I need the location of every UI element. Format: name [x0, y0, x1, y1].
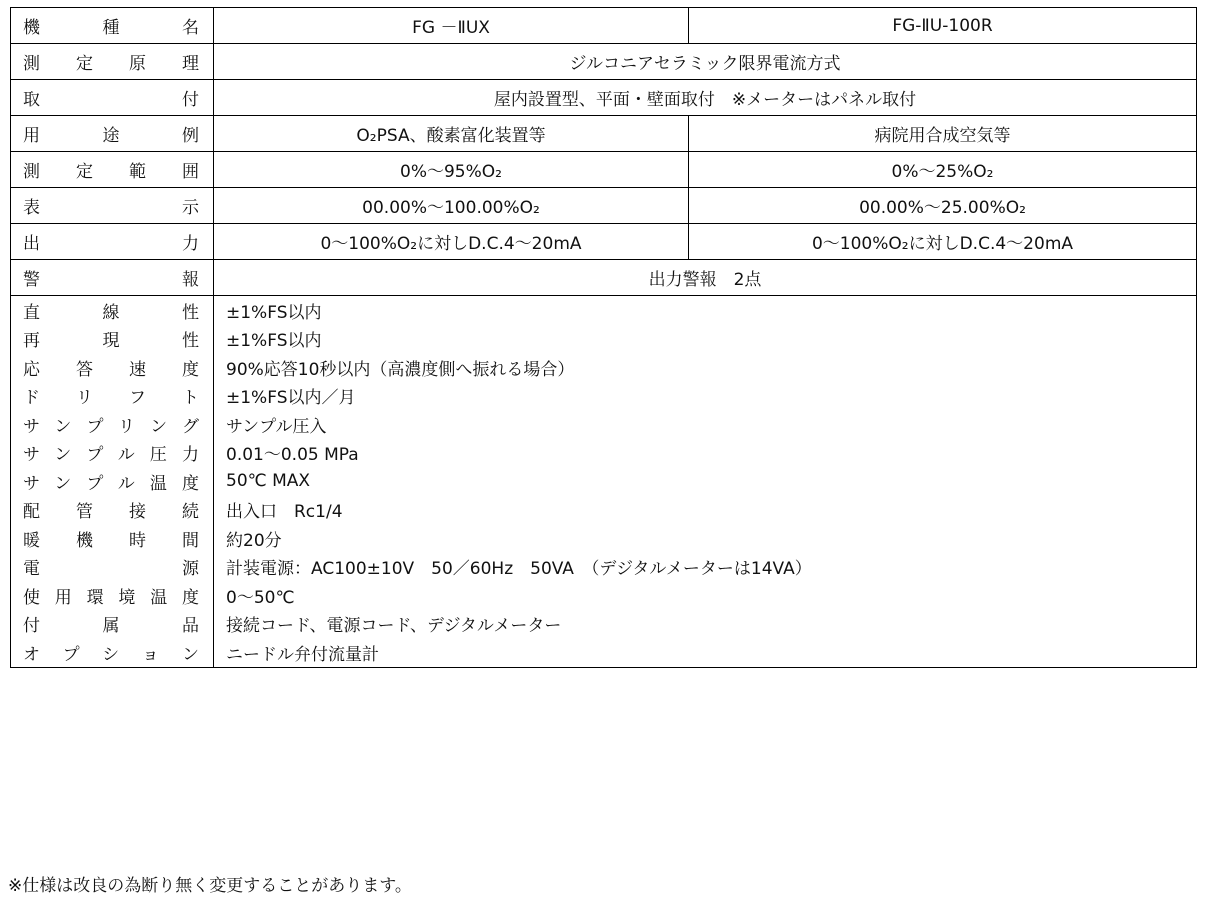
row-value: ジルコニアセラミック限界電流方式: [214, 44, 1197, 80]
row-value: ±1%FS以内: [214, 296, 1197, 325]
value-model-a: O₂PSA、酸素富化装置等: [214, 116, 689, 152]
row-value: 計装電源：AC100±10V 50／60Hz 50VA （デジタルメーターは14VA）: [214, 553, 1197, 582]
row-label: 出力: [11, 224, 214, 260]
row-label: 測定範囲: [11, 152, 214, 188]
model-b-name: FG-ⅡU-100R: [689, 8, 1197, 44]
row-label: サンプル圧力: [11, 439, 214, 468]
row-label: 配管接続: [11, 496, 214, 525]
row-value: 50℃ MAX: [214, 467, 1197, 496]
row-label: 暖機時間: [11, 524, 214, 553]
row-label: 取付: [11, 80, 214, 116]
row-value: 約20分: [214, 524, 1197, 553]
row-label: 警報: [11, 260, 214, 296]
model-a-name: FG －ⅡUX: [214, 8, 689, 44]
row-value: ニードル弁付流量計: [214, 638, 1197, 667]
row-value: 0.01～0.05 MPa: [214, 439, 1197, 468]
value-model-b: 0%～25%O₂: [689, 152, 1197, 188]
row-label: ドリフト: [11, 382, 214, 411]
row-label: 用途例: [11, 116, 214, 152]
value-model-a: 00.00%～100.00%O₂: [214, 188, 689, 224]
row-value: ±1%FS以内／月: [214, 382, 1197, 411]
row-value: 0～50℃: [214, 581, 1197, 610]
row-label: 表示: [11, 188, 214, 224]
row-sample-pressure: [11, 439, 1197, 468]
row-options: [11, 638, 1197, 667]
row-power: [11, 553, 1197, 582]
row-label: 電源: [11, 553, 214, 582]
row-repeatability: [11, 325, 1197, 354]
row-display: [11, 188, 1197, 224]
row-output: [11, 224, 1197, 260]
value-model-b: 0～100%O₂に対しD.C.4～20mA: [689, 224, 1197, 260]
row-accessories: [11, 610, 1197, 639]
row-value: サンプル圧入: [214, 410, 1197, 439]
row-value: 接続コード、電源コード、デジタルメーター: [214, 610, 1197, 639]
row-label: サンプル温度: [11, 467, 214, 496]
footnote: ※仕様は改良の為断り無く変更することがあります。: [8, 876, 412, 896]
row-label: 測定原理: [11, 44, 214, 80]
row-label: サンプリング: [11, 410, 214, 439]
row-linearity: [11, 296, 1197, 325]
row-principle: [11, 44, 1197, 80]
row-label: 機 種 名: [11, 8, 214, 44]
row-piping: [11, 496, 1197, 525]
row-sampling: [11, 410, 1197, 439]
row-value: 出入口 Rc1/4: [214, 496, 1197, 525]
row-range: [11, 152, 1197, 188]
row-label: 再現性: [11, 325, 214, 354]
row-model: [11, 8, 1197, 44]
row-label: 直線性: [11, 296, 214, 325]
row-application: [11, 116, 1197, 152]
row-sample-temperature: [11, 467, 1197, 496]
row-value: ±1%FS以内: [214, 325, 1197, 354]
row-label: 応答速度: [11, 353, 214, 382]
row-value: 出力警報 2点: [214, 260, 1197, 296]
spec-table: [10, 7, 1197, 668]
value-model-b: 00.00%～25.00%O₂: [689, 188, 1197, 224]
row-ambient-temperature: [11, 581, 1197, 610]
row-response: [11, 353, 1197, 382]
value-model-a: 0%～95%O₂: [214, 152, 689, 188]
row-mounting: [11, 80, 1197, 116]
row-label: 付属品: [11, 610, 214, 639]
row-value: 屋内設置型、平面・壁面取付 ※メーターはパネル取付: [214, 80, 1197, 116]
row-label: オプション: [11, 638, 214, 667]
row-warmup: [11, 524, 1197, 553]
value-model-a: 0～100%O₂に対しD.C.4～20mA: [214, 224, 689, 260]
value-model-b: 病院用合成空気等: [689, 116, 1197, 152]
row-alarm: [11, 260, 1197, 296]
row-value: 90%応答10秒以内（高濃度側へ振れる場合）: [214, 353, 1197, 382]
row-drift: [11, 382, 1197, 411]
row-label: 使用環境温度: [11, 581, 214, 610]
